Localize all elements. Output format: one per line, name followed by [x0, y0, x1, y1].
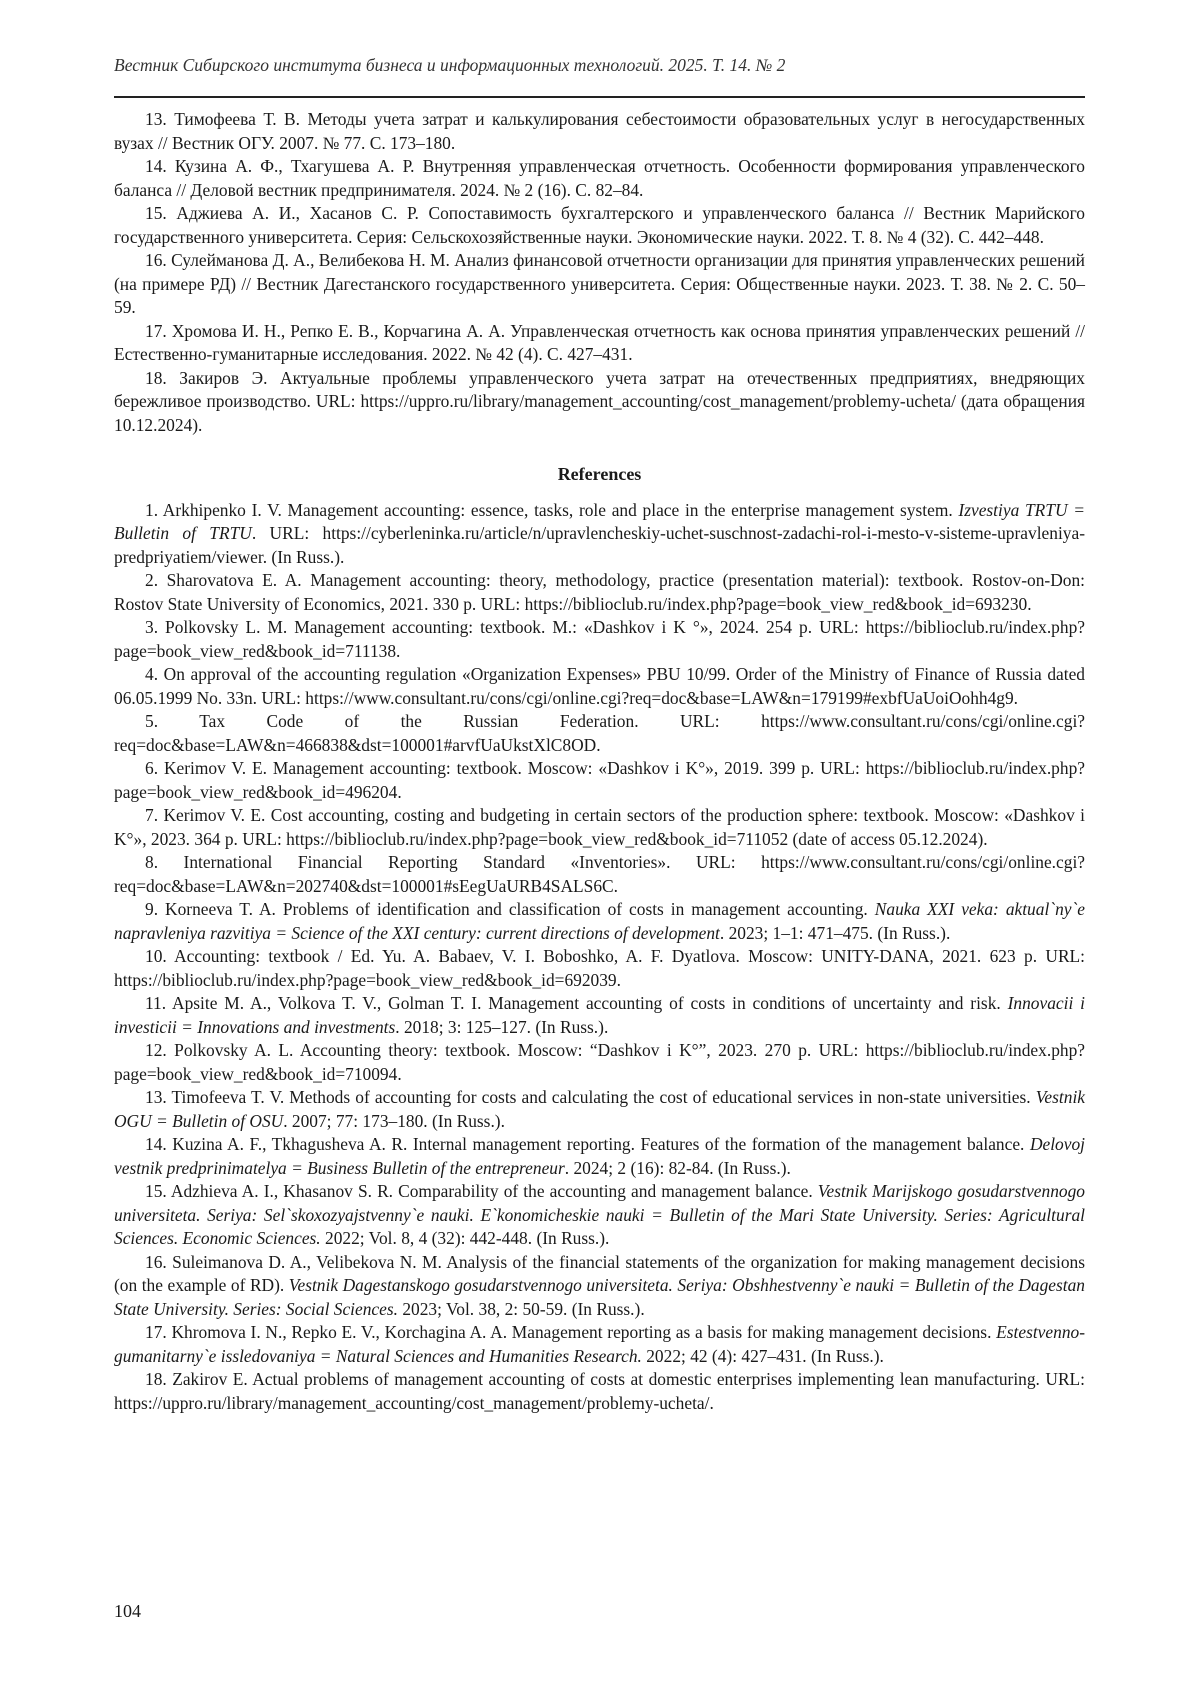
reference-text: . 2023; 1–1: 471–475. (In Russ.).	[719, 922, 951, 943]
reference-text: 9. Korneeva T. A. Problems of identification and classification of costs in management accounting.	[145, 899, 875, 919]
reference-source: Nauka XXI veka: aktual`ny`e napravleniya razvitiya = Science of the XXI century: current directions of development	[114, 899, 1085, 943]
reference-item	[114, 569, 1085, 616]
reference-text: 1. Arkhipenko I. V. Management accounting: essence, tasks, role and place in the enterprise management system.	[145, 499, 959, 520]
reference-text: 2022; 42 (4): 427–431. (In Russ.).	[641, 1345, 884, 1366]
reference-text: 16. Suleimanova D. A., Velibekova N. M. Analysis of the financial statements of the organization for making management decisions (on the example of RD).	[114, 1251, 1085, 1295]
reference-item	[114, 1251, 1085, 1322]
reference-item	[114, 851, 1085, 898]
russian-reference-list	[114, 108, 1085, 437]
header-rule	[114, 96, 1085, 98]
reference-item	[114, 1086, 1085, 1133]
reference-item	[114, 1133, 1085, 1180]
reference-item	[114, 663, 1085, 710]
reference-item	[114, 804, 1085, 851]
reference-item	[114, 757, 1085, 804]
reference-source: Innovacii i investicii = Innovations and investments	[114, 993, 1086, 1037]
reference-item: 17. Хромова И. Н., Репко Е. В., Корчагина А. А. Управленческая отчетность как основа принятия управленческих решений // Естественно-гуманитарные исследования. 2022. № 42 (4). С. 427–431.	[114, 320, 1085, 364]
reference-text: 2023; Vol. 38, 2: 50-59. (In Russ.).	[397, 1298, 645, 1319]
reference-item: 16. Сулейманова Д. А., Велибекова Н. М. Анализ финансовой отчетности организации для принятия управленческих решений (на примере РД) // Вестник Дагестанского государственного университета. Серия: Общественные науки. 2023. Т. 38. № 2. С. 50–59.	[114, 250, 1085, 317]
reference-text: . 2007; 77: 173–180. (In Russ.).	[283, 1110, 505, 1131]
reference-item: 14. Кузина А. Ф., Тхагушева А. Р. Внутренняя управленческая отчетность. Особенности формирования управленческого баланса // Деловой вестник предпринимателя. 2024. № 2 (16). С. 82–84.	[114, 156, 1085, 200]
reference-text: 7. Kerimov V. E. Cost accounting, costing and budgeting in certain sectors of the production sphere: textbook. Moscow: «Dashkov i K°», 2023. 364 p. URL: https://biblioclub.ru/index.php?page=book_view_red&book_id=711052 (date of access 05.12.2024).	[114, 805, 1085, 849]
reference-text: 5. Tax Code of the Russian Federation. URL: https://www.consultant.ru/cons/cgi/online.cgi?req=doc&base=LAW&n=466838&dst=100001#arvfUaUkstXlC8OD.	[114, 711, 1085, 755]
reference-item	[114, 1180, 1085, 1251]
references-heading: References	[557, 464, 642, 484]
reference-text: . URL: https://cyberleninka.ru/article/n/upravlencheskiy-uchet-suschnost-zadachi-rol-i-mesto-v-sisteme-upravleniya-predpriyatiem/viewer. (In Russ.).	[114, 523, 1085, 567]
reference-item	[114, 710, 1085, 757]
reference-text: 18. Zakirov E. Actual problems of management accounting of costs at domestic enterprises implementing lean manufacturing. URL: https://uppro.ru/library/management_accounting/cost_management/problemy-ucheta/.	[114, 1369, 1085, 1413]
reference-item: 18. Закиров Э. Актуальные проблемы управленческого учета затрат на отечественных предприятиях, внедряющих бережливое производство. URL: https://uppro.ru/library/management_accounting/cost_management/problemy-ucheta/ (дата обращения 10.12.2024).	[114, 367, 1085, 435]
reference-item	[114, 1321, 1085, 1368]
reference-text: 14. Kuzina A. F., Tkhagusheva A. R. Internal management reporting. Features of the formation of the management balance.	[145, 1134, 1030, 1154]
reference-item	[114, 898, 1085, 945]
reference-text: 17. Khromova I. N., Repko E. V., Korchagina A. A. Management reporting as a basis for making management decisions.	[145, 1322, 997, 1342]
reference-source: Estestvenno-gumanitarny`e issledovaniya = Natural Sciences and Humanities Research.	[114, 1322, 1085, 1366]
reference-text: 10. Accounting: textbook / Ed. Yu. A. Babaev, V. I. Boboshko, A. F. Dyatlova. Moscow: UNITY-DANA, 2021. 623 p. URL: https://biblioclub.ru/index.php?page=book_view_red&book_id=692039.	[114, 946, 1085, 990]
reference-item: 13. Тимофеева Т. В. Методы учета затрат и калькулирования себестоимости образовательных услуг в негосударственных вузах // Вестник ОГУ. 2007. № 77. С. 173–180.	[114, 109, 1085, 153]
reference-text: 15. Adzhieva A. I., Khasanov S. R. Comparability of the accounting and management balance.	[145, 1181, 818, 1201]
reference-item	[114, 945, 1085, 992]
reference-text: 2022; Vol. 8, 4 (32): 442-448. (In Russ.).	[320, 1228, 610, 1248]
page-number: 104	[114, 1601, 141, 1621]
reference-item: 15. Аджиева А. И., Хасанов С. Р. Сопоставимость бухгалтерского и управленческого баланса // Вестник Марийского государственного университета. Серия: Сельскохозяйственные науки. Экономические науки. 2022. Т. 8. № 4 (32). С. 442–448.	[114, 203, 1085, 247]
reference-text: 8. International Financial Reporting Standard «Inventories». URL: https://www.consultant.ru/cons/cgi/online.cgi?req=doc&base=LAW&n=202740&dst=100001#sEegUaURB4SALS6C.	[114, 852, 1085, 896]
reference-item	[114, 499, 1085, 570]
running-header: Вестник Сибирского института бизнеса и информационных технологий. 2025. Т. 14. № 2	[114, 55, 786, 75]
reference-text: 13. Timofeeva T. V. Methods of accounting for costs and calculating the cost of educational services in non-state universities.	[145, 1087, 1036, 1107]
reference-text: . 2024; 2 (16): 82-84. (In Russ.).	[564, 1157, 791, 1178]
reference-item	[114, 992, 1085, 1039]
reference-text: 4. On approval of the accounting regulation «Organization Expenses» PBU 10/99. Order of the Ministry of Finance of Russia dated 06.05.1999 No. 33n. URL: https://www.consultant.ru/cons/cgi/online.cgi?req=doc&base=LAW&n=179199#exbfUaUoiOohh4g9.	[114, 664, 1085, 708]
reference-text: 11. Apsite M. A., Volkova T. V., Golman T. I. Management accounting of costs in conditions of uncertainty and risk.	[145, 993, 1008, 1013]
reference-text: 2. Sharovatova E. A. Management accounting: theory, methodology, practice (presentation material): textbook. Rostov-on-Don: Rostov State University of Economics, 2021. 330 p. URL: https://biblioclub.ru/index.php?page=book_view_red&book_id=693230.	[114, 570, 1085, 614]
reference-item	[114, 1039, 1085, 1086]
reference-text: 12. Polkovsky A. L. Accounting theory: textbook. Moscow: “Dashkov i K°”, 2023. 270 p. URL: https://biblioclub.ru/index.php?page=book_view_red&book_id=710094.	[114, 1040, 1085, 1084]
reference-text: 3. Polkovsky L. M. Management accounting: textbook. M.: «Dashkov i K °», 2024. 254 p. URL: https://biblioclub.ru/index.php?page=book_view_red&book_id=711138.	[114, 617, 1085, 661]
reference-item	[114, 1368, 1085, 1415]
reference-item	[114, 616, 1085, 663]
english-reference-list	[114, 499, 1085, 1416]
reference-source: Vestnik Marijskogo gosudarstvennogo universiteta. Seriya: Sel`skoxozyajstvenny`e nauki. E`konomicheskie nauki = Bulletin of the Mari State University. Series: Agricultural Sciences. Economic Sciences.	[114, 1181, 1085, 1248]
reference-source: Vestnik Dagestanskogo gosudarstvennogo universiteta. Seriya: Obshhestvenny`e nauki = Bulletin of the Dagestan State University. Series: Social Sciences.	[114, 1275, 1085, 1319]
reference-source: Vestnik OGU = Bulletin of OSU	[114, 1087, 1085, 1131]
reference-source: Izvestiya TRTU = Bulletin of TRTU	[114, 499, 1085, 543]
reference-source: Delovoj vestnik predprinimatelya = Business Bulletin of the entrepreneur	[114, 1134, 1085, 1178]
page-content	[114, 108, 1085, 1415]
reference-text: . 2018; 3: 125–127. (In Russ.).	[395, 1016, 609, 1037]
reference-text: 6. Kerimov V. E. Management accounting: textbook. Moscow: «Dashkov i K°», 2019. 399 p. URL: https://biblioclub.ru/index.php?page=book_view_red&book_id=496204.	[114, 758, 1085, 802]
